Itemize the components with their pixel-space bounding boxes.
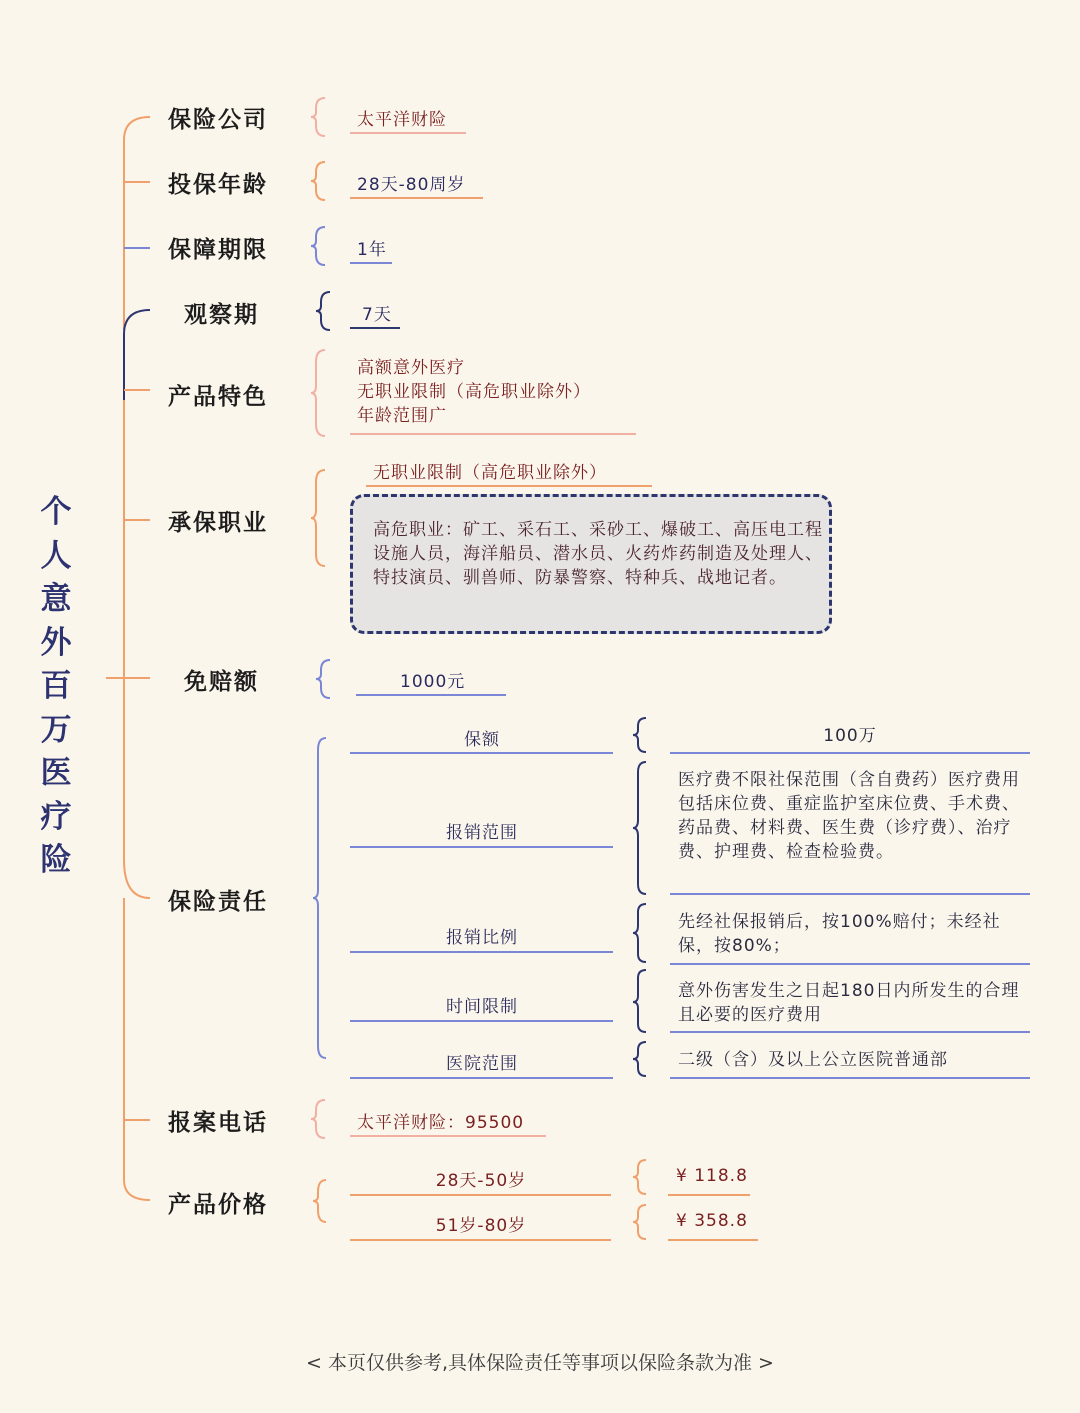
price-amount: ¥ 118.8 — [676, 1166, 748, 1186]
coverage-value: 二级（含）及以上公立医院普通部 — [678, 1050, 948, 1070]
title-char: 险 — [40, 842, 72, 878]
price-age-range: 28天-50岁 — [435, 1171, 527, 1191]
branch-label-term: 保障期限 — [168, 237, 268, 263]
footer-disclaimer: < 本页仅供参考,具体保险责任等事项以保险条款为准 > — [306, 1352, 774, 1374]
coverage-value: 意外伤害发生之日起180日内所发生的合理且必要的医疗费用 — [678, 981, 1020, 1025]
deductible-value: 1000元 — [400, 672, 466, 692]
branch-label-coverage: 保险责任 — [168, 889, 268, 915]
branch-label-features: 产品特色 — [168, 384, 268, 410]
title-char: 百 — [40, 668, 72, 704]
waiting-value: 7天 — [362, 305, 392, 325]
branch-label-company: 保险公司 — [168, 107, 268, 133]
coverage-key: 医院范围 — [446, 1054, 518, 1074]
term-value: 1年 — [357, 240, 387, 260]
occupation-value: 无职业限制（高危职业除外） — [373, 463, 607, 483]
title-char: 个 — [40, 494, 72, 530]
age-value: 28天-80周岁 — [357, 175, 466, 195]
branch-label-deductible: 免赔额 — [184, 669, 259, 695]
features-list — [357, 356, 591, 428]
title-char: 外 — [40, 624, 72, 661]
coverage-key: 报销比例 — [446, 928, 518, 948]
coverage-key: 报销范围 — [446, 823, 518, 843]
branch-label-waiting: 观察期 — [184, 302, 259, 328]
price-age-range: 51岁-80岁 — [435, 1216, 527, 1236]
coverage-key: 保额 — [464, 730, 500, 750]
coverage-value: 100万 — [823, 726, 877, 746]
title-char: 医 — [40, 755, 72, 791]
feature-item: 高额意外医疗 — [357, 358, 465, 378]
title-char: 万 — [40, 711, 72, 748]
branch-label-price: 产品价格 — [168, 1192, 268, 1218]
title-char: 意 — [40, 581, 72, 617]
price-amount: ¥ 358.8 — [676, 1211, 748, 1231]
company-value: 太平洋财险 — [357, 110, 447, 130]
high-risk-note: 高危职业：矿工、采石工、采砂工、爆破工、高压电工程设施人员，海洋船员、潜水员、火药炸药制造及处理人、特技演员、驯兽师、防暴警察、特种兵、战地记者。 — [373, 520, 823, 588]
coverage-value: 医疗费不限社保范围（含自费药）医疗费用包括床位费、重症监护室床位费、手术费、药品费、材料费、医生费（诊疗费）、治疗费、护理费、检查检验费。 — [678, 770, 1020, 862]
title-char: 人 — [40, 537, 72, 574]
feature-item: 年龄范围广 — [357, 406, 447, 426]
feature-item: 无职业限制（高危职业除外） — [357, 382, 591, 402]
hotline-value: 太平洋财险：95500 — [357, 1113, 525, 1133]
branch-label-hotline: 报案电话 — [168, 1110, 268, 1136]
coverage-key: 时间限制 — [446, 997, 518, 1017]
branch-label-age: 投保年龄 — [168, 172, 268, 198]
title-char: 疗 — [40, 798, 72, 835]
branch-label-occupation: 承保职业 — [168, 510, 268, 536]
coverage-value: 先经社保报销后，按100%赔付；未经社保，按80%； — [678, 912, 1001, 956]
